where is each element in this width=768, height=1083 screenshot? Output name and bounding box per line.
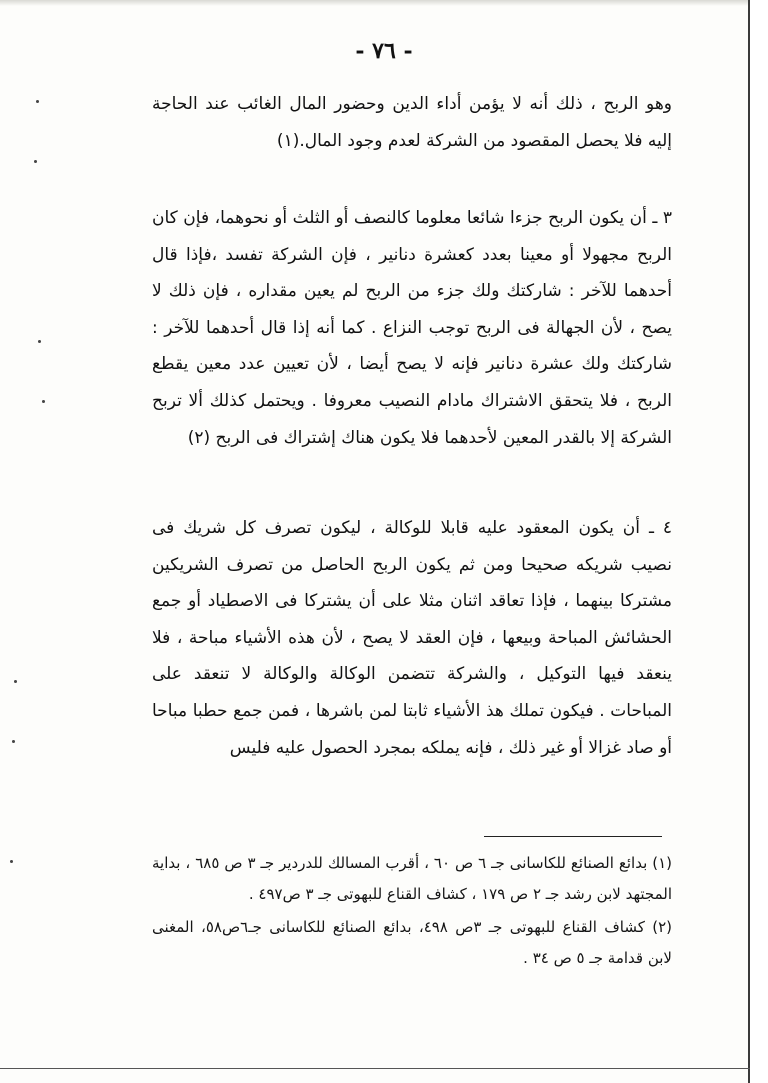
margin-speck: [14, 680, 17, 683]
margin-speck: [34, 160, 37, 163]
scan-bottom-edge-line: [0, 1068, 750, 1069]
margin-speck: [10, 860, 13, 863]
scan-right-margin: [750, 0, 768, 1083]
footnote-separator: [484, 836, 662, 837]
footnote-2: (٢) كشاف القناع للبهوتى جـ ٣ص ٤٩٨، بدائع الصنائع للكاسانى جـ٦ص٥٨، المغنى لابن قدامة جـ ٥ ص ٣٤ .: [152, 918, 672, 967]
margin-speck: [38, 340, 41, 343]
page-number: - ٧٦ -: [355, 38, 413, 64]
paragraph-condition-4: ٤ ـ أن يكون المعقود عليه قابلا للوكالة ، ليكون تصرف كل شريك فى نصيب شريكه صحيحا ومن ثم يكون الربح الحاصل من تصرف الشريكين مشتركا بينهما ، فإذا تعاقد اثنان مثلا على أن يشتركا فى الاصطياد أو جمع الحشائش المباحة وبيعها ، فإن العقد لا يصح ، لأن هذه الأشياء مباحة ، فلا ينعقد فيها التوكيل ، والشركة تتضمن الوكالة والوكالة لا تنعقد على المباحات . فيكون تملك هذ الأشياء ثابتا لمن باشرها ، فمن جمع حطبا مباحا أو صاد غزالا أو غير ذلك ، فإنه يملكه بمجرد الحصول عليه فليس: [152, 518, 672, 758]
margin-speck: [42, 400, 45, 403]
footnote-1: (١) بدائع الصنائع للكاسانى جـ ٦ ص ٦٠ ، أقرب المسالك للدردير جـ ٣ ص ٦٨٥ ، بداية المجتهد لابن رشد جـ ٢ ص ١٧٩ ، كشاف القناع للبهوتى جـ ٣ ص٤٩٧ .: [152, 854, 672, 903]
paragraph-continuation: وهو الربح ، ذلك أنه لا يؤمن أداء الدين وحضور المال الغائب عند الحاجة إليه فلا يحصل المقصود من الشركة لعدم وجود المال.(١): [152, 94, 672, 151]
scan-right-edge-line: [748, 0, 750, 1083]
scan-top-shadow: [0, 0, 768, 6]
margin-speck: [36, 100, 39, 103]
margin-speck: [12, 740, 15, 743]
paragraph-condition-3: ٣ ـ أن يكون الربح جزءا شائعا معلوما كالنصف أو الثلث أو نحوهما، فإن كان الربح مجهولا أو معينا بعدد كعشرة دنانير ، فإن الشركة تفسد ،فإذا قال أحدهما للآخر : شاركتك ولك جزء من الربح لم يعين مقداره ، فإن ذلك لا يصح ، لأن الجهالة فى الربح توجب النزاع . كما أنه إذا قال أحدهما للآخر : شاركتك ولك عشرة دنانير فإنه لا يصح أيضا ، لأن تعيين عدد معين يقطع الربح ، فلا يتحقق الاشتراك مادام النصيب معروفا . ويحتمل كذلك ألا تربح الشركة إلا بالقدر المعين لأحدهما فلا يكون هناك إشتراك فى الربح (٢): [152, 208, 672, 448]
footnotes: [152, 848, 672, 976]
